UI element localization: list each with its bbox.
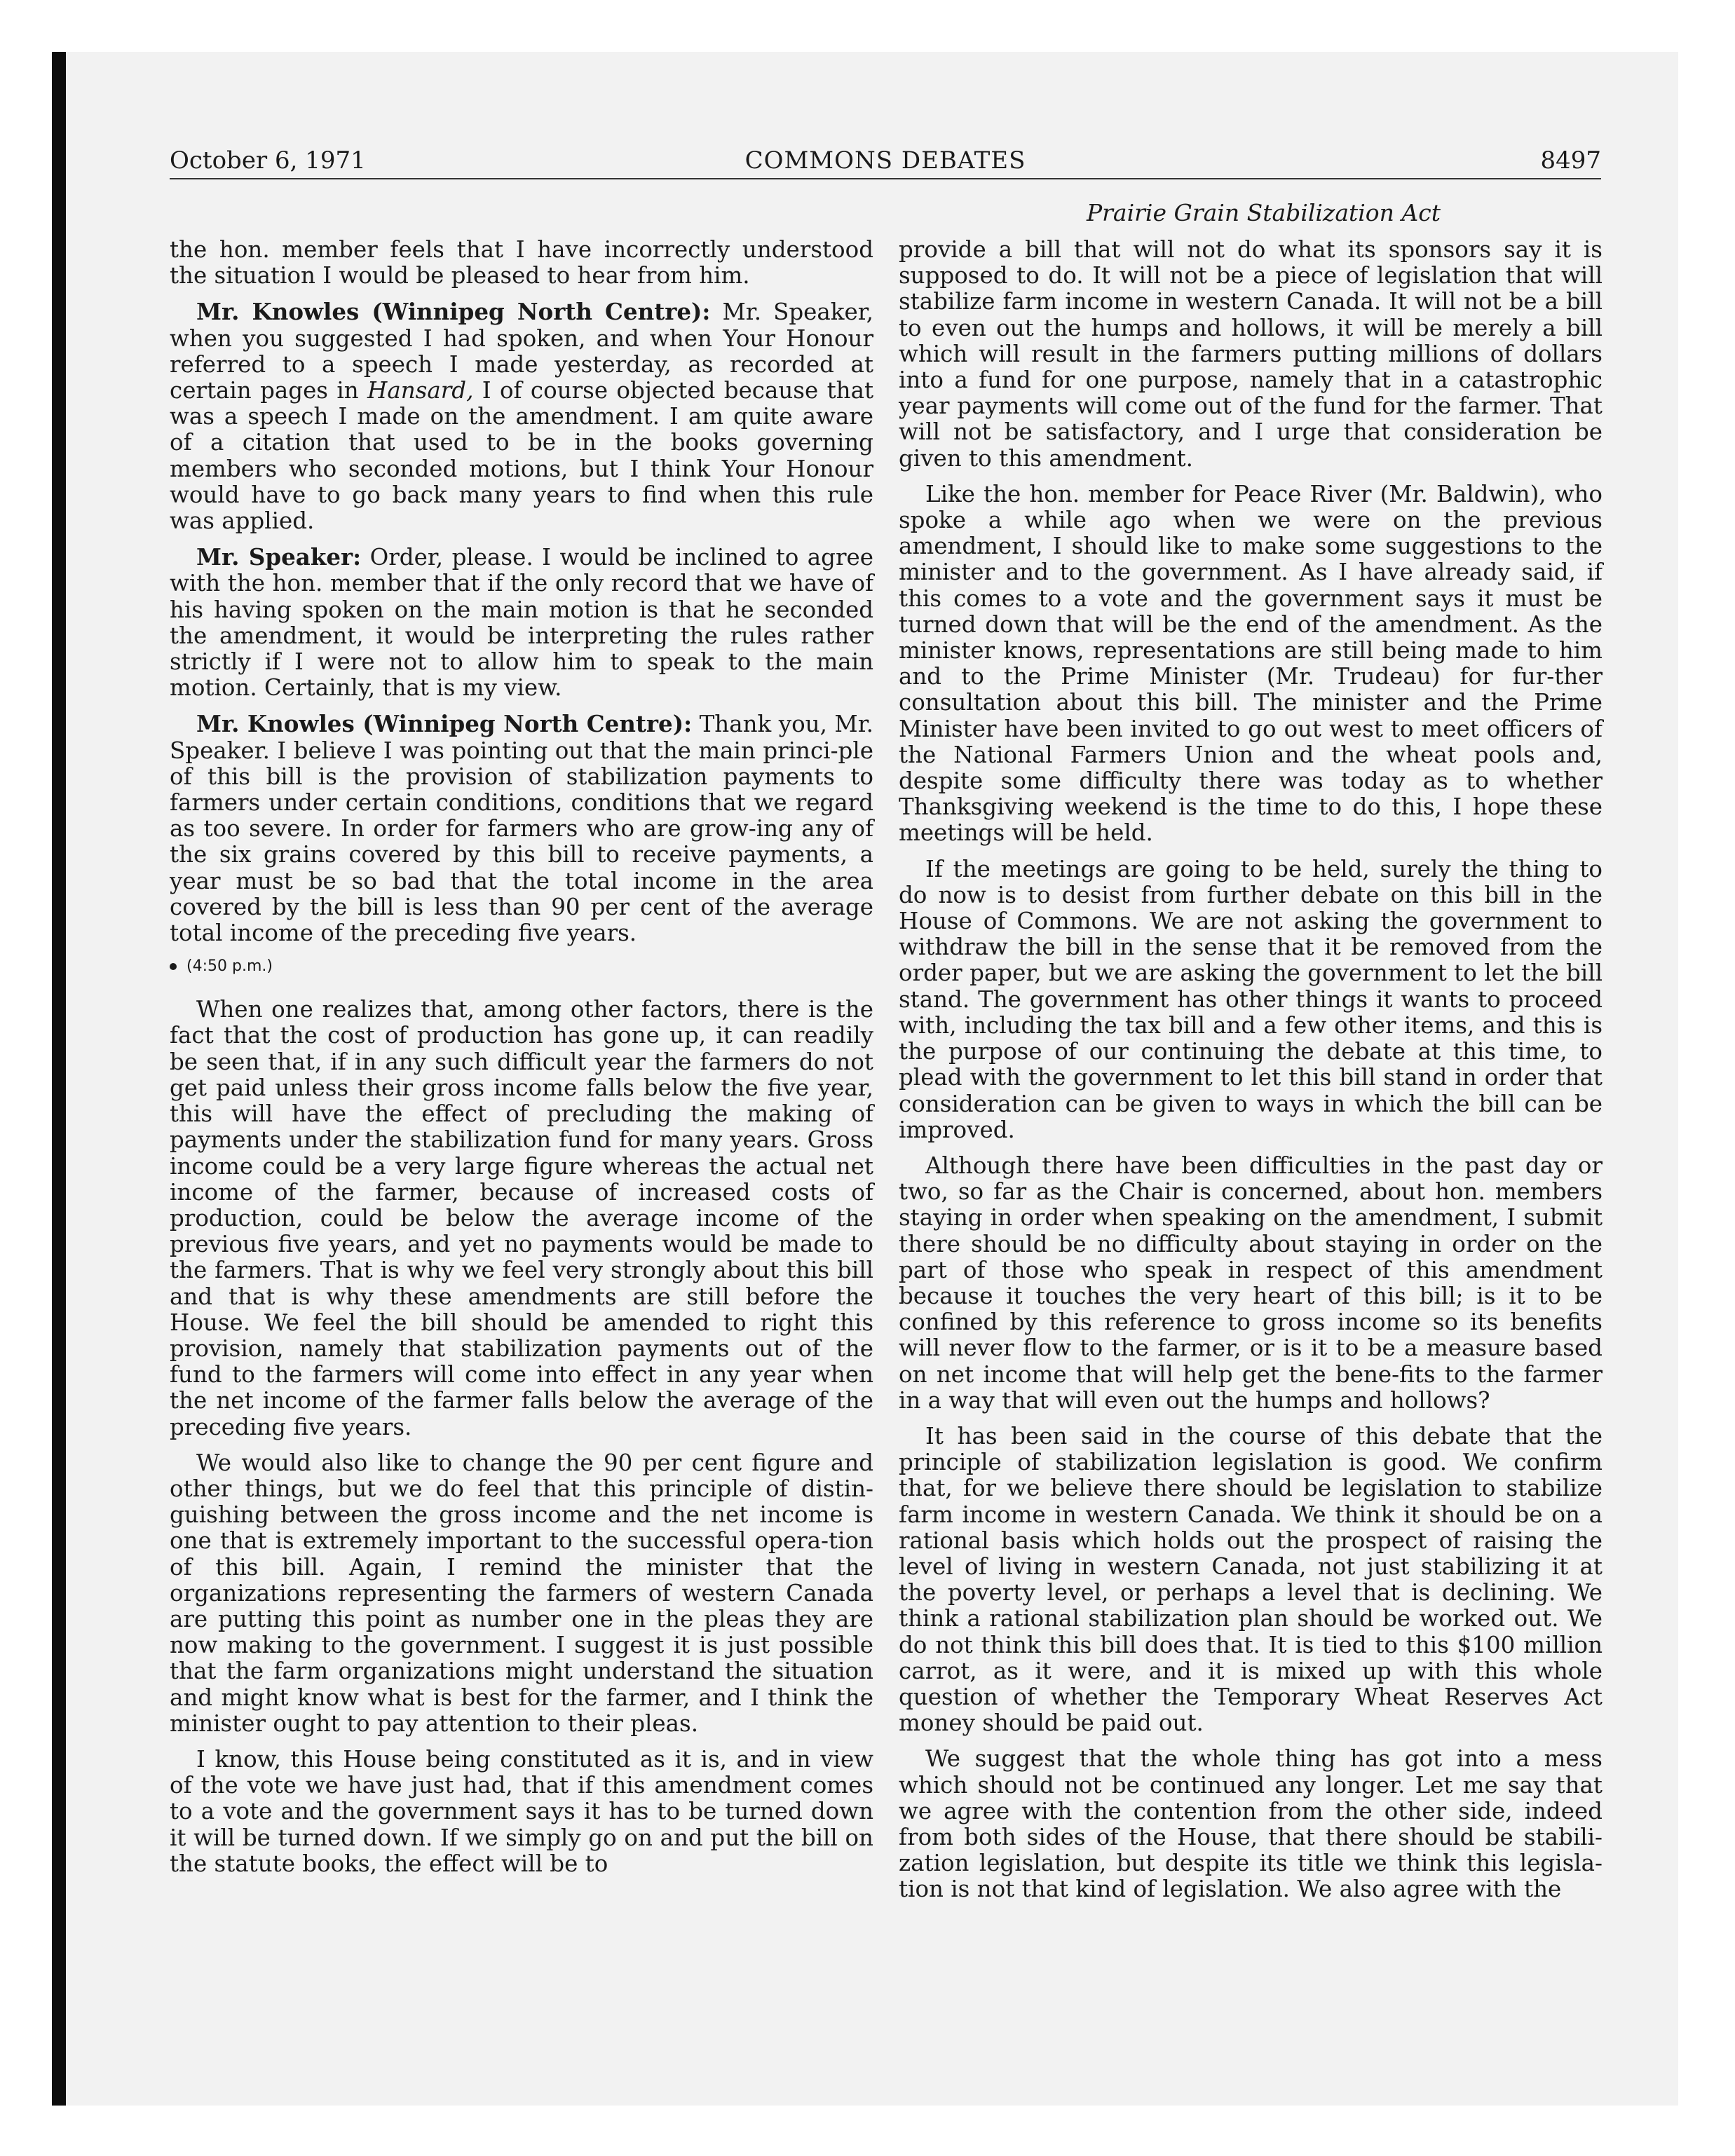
paragraph: If the meetings are going to be held, surely the thing to do now is to desist from further debate on this bill in the House of Commons. We are not asking the government to withdraw the bill in the sense that it be removed from the order paper, but we are asking the government to let the bill stand. The government has other things it wants to proceed with, including the tax bill and a few other items, and this is the purpose of our continuing the debate at this time, to plead with the government to let this bill stand in order that consideration can be given to ways in which the bill can be improved.: [899, 855, 1603, 1143]
speech-text: I of course objected because that was a speech I made on the amendment. I am quite aware of a citation that used to be in the books governing members who seconded motions, but I think Your Honour would have to go back many years to find when this rule was applied.: [170, 377, 874, 535]
time-stamp-text: (4:50 p.m.): [186, 957, 273, 976]
paragraph: Although there have been difficulties in the past day or two, so far as the Chair is concerned, about hon. members staying in order when speaking on the amendment, I submit there should be no difficulty about staying in order on the part of those who speak in respect of this amendment because it touches the very heart of this bill; is it to be confined by this reference to gross income so its benefits will never flow to the farmer, or is it to be a measure based on net income that will help get the bene-fits to the farmer in a way that will even out the humps and hollows?: [899, 1152, 1603, 1414]
speech-text-italic: Hansard,: [367, 377, 474, 404]
header-date: October 6, 1971: [170, 146, 366, 175]
paragraph: We suggest that the whole thing has got into a mess which should not be continued any longer. Let me say that we agree with the contention from the other side, indeed from both sides of the House, that there should be stabili-zation legislation, but despite its title we think this legisla-tion is not that kind of legislation. We also agree with the: [899, 1745, 1603, 1903]
paragraph: [170, 299, 873, 534]
paragraph: We would also like to change the 90 per cent figure and other things, but we do feel that this principle of distin-guishing between the gross income and the net income is one that is extremely important to the successful opera-tion of this bill. Again, I remind the minister that the organizations representing the farmers of western Canada are putting this point as number one in the pleas they are now making to the government. I suggest it is just possible that the farm organizations might understand the situation and might know what is best for the farmer, and I think the minister ought to pay attention to their pleas.: [170, 1449, 873, 1737]
header-page-number: 8497: [1540, 146, 1601, 175]
header-rule: [170, 178, 1601, 179]
running-header: [170, 143, 1601, 178]
speech-text: Order, please. I would be inclined to agree with the hon. member that if the only record that we have of his having spoken on the main motion is that he seconded the amendment, it would be interpreting the rules rather strictly if I were not to allow him to speak to the main motion. Certainly, that is my view.: [170, 544, 873, 702]
speaker-name: Mr. Knowles (Winnipeg North Centre):: [196, 710, 693, 738]
section-title: Prairie Grain Stabilization Act: [1086, 199, 1441, 226]
bullet-icon: [170, 963, 177, 970]
paragraph: the hon. member feels that I have incorrectly understood the situation I would be pleased to hear from him.: [170, 236, 873, 289]
paragraph: It has been said in the course of this debate that the principle of stabilization legislation is good. We confirm that, for we believe there should be legislation to stabilize farm income in western Canada. We think it should be on a rational basis which holds out the prospect of raising the level of living in western Canada, not just stabilizing it at the poverty level, or perhaps a level that is declining. We think a rational stabilization plan should be worked out. We do not think this bill does that. It is tied to this $100 million carrot, as it were, and it is mixed up with this whole question of whether the Temporary Wheat Reserves Act money should be paid out.: [899, 1422, 1603, 1737]
paragraph: [170, 711, 873, 946]
paragraph: [170, 544, 873, 701]
paragraph: provide a bill that will not do what its sponsors say it is supposed to do. It will not be a piece of legislation that will stabilize farm income in western Canada. It will not be a bill to even out the humps and hollows, it will be merely a bill which will result in the farmers putting millions of dollars into a fund for one purpose, namely that in a catastrophic year payments will come out of the fund for the farmer. That will not be satisfactory, and I urge that consideration be given to this amendment.: [899, 236, 1603, 472]
speaker-name: Mr. Speaker:: [196, 543, 362, 571]
scan-left-edge: [52, 52, 66, 2106]
paragraph: When one realizes that, among other factors, there is the fact that the cost of production has gone up, it can readily be seen that, if in any such difficult year the farmers do not get paid unless their gross income falls below the five year, this will have the effect of precluding the making of payments under the stabilization fund for many years. Gross income could be a very large figure whereas the actual net income of the farmer, because of increased costs of production, could be below the average income of the previous five years, and yet no payments would be made to the farmers. That is why we feel very strongly about this bill and that is why these amendments are still before the House. We feel the bill should be amended to right this provision, namely that stabilization payments out of the fund to the farmers will come into effect in any year when the net income of the farmer falls below the average of the preceding five years.: [170, 996, 873, 1440]
header-publication: COMMONS DEBATES: [744, 146, 1026, 175]
speaker-name: Mr. Knowles (Winnipeg North Centre):: [196, 298, 711, 326]
speech-text: Thank you, Mr. Speaker. I believe I was pointing out that the main princi-ple of this bill is the provision of stabilization payments to farmers under certain conditions, conditions that we regard as too severe. In order for farmers who are grow-ing any of the six grains covered by this bill to receive payments, a year must be so bad that the total income in the area covered by the bill is less than 90 per cent of the average total income of the preceding five years.: [170, 711, 873, 947]
right-column: [899, 237, 1603, 1913]
speech-text: Mr. Speaker, when you suggested I had spoken, and when Your Honour referred to a speech I made yesterday, as recorded at certain pages in: [170, 299, 874, 404]
paragraph: Like the hon. member for Peace River (Mr. Baldwin), who spoke a while ago when we were on the previous amendment, I should like to make some suggestions to the minister and to the government. As I have already said, if this comes to a vote and the government says it must be turned down that will be the end of the amendment. As the minister knows, representations are still being made to him and to the Prime Minister (Mr. Trudeau) for fur-ther consultation about this bill. The minister and the Prime Minister have been invited to go out west to meet officers of the National Farmers Union and the wheat pools and, despite some difficulty there was today as to whether Thanksgiving weekend is the time to do this, I hope these meetings will be held.: [899, 480, 1603, 847]
time-stamp: [170, 956, 873, 977]
paragraph: I know, this House being constituted as it is, and in view of the vote we have just had, that if this amendment comes to a vote and the government says it has to be turned down it will be turned down. If we simply go on and put the bill on the statute books, the effect will be to: [170, 1745, 873, 1877]
left-column: [170, 237, 873, 1887]
